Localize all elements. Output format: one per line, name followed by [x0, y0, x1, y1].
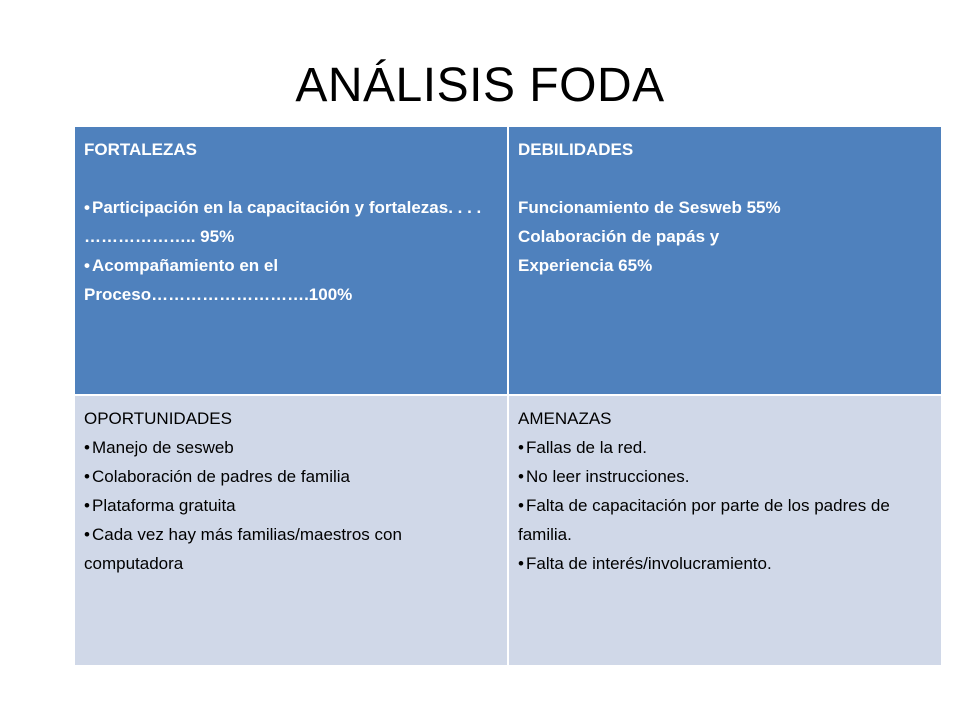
list-item: • Acompañamiento en el Proceso……………………….100%: [84, 251, 497, 309]
list-item: • Falta de interés/involucramiento.: [518, 549, 931, 578]
spacer: [518, 164, 931, 193]
oportunidades-heading: OPORTUNIDADES: [84, 409, 232, 428]
oportunidades-cell: [75, 396, 507, 665]
debilidades-cell: [509, 127, 941, 394]
list-item: • Participación en la capacitación y fortalezas. . . . ……………….. 95%: [84, 193, 497, 251]
list-item: • Colaboración de padres de familia: [84, 462, 497, 491]
oportunidades-list: [84, 433, 497, 578]
amenazas-cell: [509, 396, 941, 665]
fortalezas-list: [84, 193, 497, 309]
text-line: Funcionamiento de Sesweb 55%: [518, 198, 781, 217]
list-item: • Plataforma gratuita: [84, 491, 497, 520]
fortalezas-heading: FORTALEZAS: [84, 140, 198, 159]
list-item: • Falta de capacitación por parte de los padres de familia.: [518, 491, 931, 549]
spacer: [84, 164, 497, 193]
list-item: • Manejo de sesweb: [84, 433, 497, 462]
text-line: Colaboración de papás y: [518, 227, 720, 246]
fortalezas-cell: [75, 127, 507, 394]
amenazas-heading: AMENAZAS: [518, 409, 612, 428]
foda-table: [75, 127, 941, 665]
list-item: • Cada vez hay más familias/maestros con computadora: [84, 520, 497, 578]
debilidades-lines: [518, 193, 931, 280]
list-item: • Fallas de la red.: [518, 433, 931, 462]
list-item: • No leer instrucciones.: [518, 462, 931, 491]
text-line: Experiencia 65%: [518, 256, 653, 275]
amenazas-list: [518, 433, 931, 578]
debilidades-heading: DEBILIDADES: [518, 140, 634, 159]
slide-title: ANÁLISIS FODA: [295, 59, 665, 112]
